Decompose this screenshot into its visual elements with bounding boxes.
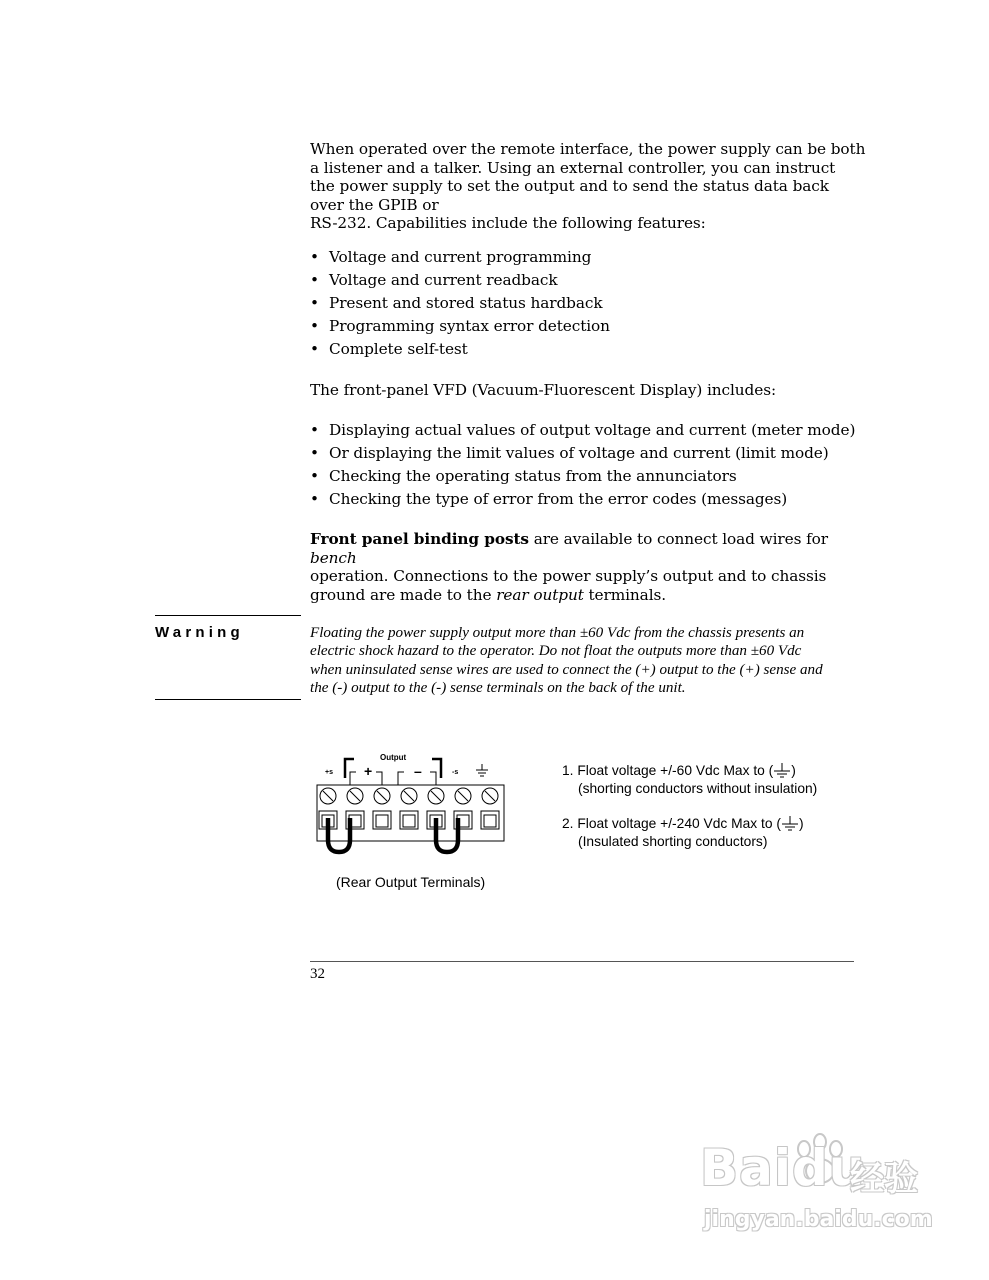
list-item: • Programming syntax error detection — [310, 317, 610, 335]
footer-rule — [310, 961, 854, 962]
float-note-2: 2. Float voltage +/-240 Vdc Max to ( ) (Insulated shorting conductors) — [562, 816, 804, 849]
page-number: 32 — [310, 966, 325, 982]
diagram-caption: (Rear Output Terminals) — [336, 874, 486, 890]
intro-line: over the GPIB or — [310, 195, 439, 214]
float-note-1: 1. Float voltage +/-60 Vdc Max to ( ) (shorting conductors without insulation) — [562, 763, 818, 796]
baidu-jingyan-watermark — [700, 1135, 940, 1245]
list-item: • Voltage and current programming — [310, 248, 592, 266]
warning-bottom-rule — [155, 699, 301, 700]
vfd-intro: The front-panel VFD (Vacuum-Fluorescent Display) includes: — [310, 381, 777, 399]
minus-sense-label: -s — [452, 769, 459, 776]
ground-icon — [773, 762, 791, 778]
intro-line: a listener and a talker. Using an external controller, you can instruct — [310, 158, 836, 177]
warning-label: Warning — [155, 624, 244, 641]
list-item: • Complete self-test — [310, 340, 468, 358]
bold-lead: Front panel binding posts — [310, 530, 529, 548]
list-item: • Checking the type of error from the error codes (messages) — [310, 490, 788, 508]
feature-list — [310, 246, 880, 361]
binding-posts-paragraph: Front panel binding posts are available to connect load wires for bench operation. Connections to the power supply’s output and to chassis ground are made to the rear output terminals. — [310, 530, 828, 604]
vfd-list — [310, 419, 880, 511]
warning-top-rule — [155, 615, 301, 616]
list-item: • Voltage and current readback — [310, 271, 558, 289]
output-label: Output — [380, 753, 407, 762]
watermark-cn: 经验 — [850, 1159, 918, 1199]
watermark-url: jingyan.baidu.com — [704, 1207, 933, 1232]
list-item: • Displaying actual values of output voltage and current (meter mode) — [310, 421, 856, 439]
intro-line: When operated over the remote interface, the power supply can be both — [310, 140, 866, 158]
ground-icon — [476, 764, 488, 776]
list-item: • Or displaying the limit values of voltage and current (limit mode) — [310, 444, 829, 462]
minus-label: – — [414, 763, 422, 779]
intro-line: RS-232. Capabilities include the following features: — [310, 214, 706, 233]
plus-label: + — [364, 763, 373, 779]
rear-output-terminals-diagram — [312, 748, 512, 860]
intro-line: the power supply to set the output and to send the status data back — [310, 177, 829, 196]
warning-text: Floating the power supply output more than ±60 Vdc from the chassis presents an electric shock hazard to the operator. Do not float the outputs more than ±60 Vdc when uninsulated sense wires are used to connect the (+) output to the (+) sense and the (-) output to the (-) sense terminals on the back of the unit. — [310, 625, 823, 697]
intro-paragraph — [310, 140, 870, 233]
watermark-logo: Baidu — [700, 1139, 866, 1197]
ground-icon — [781, 815, 799, 831]
plus-sense-label: +s — [325, 769, 333, 776]
list-item: • Checking the operating status from the annunciators — [310, 467, 737, 485]
list-item: • Present and stored status hardback — [310, 294, 603, 312]
